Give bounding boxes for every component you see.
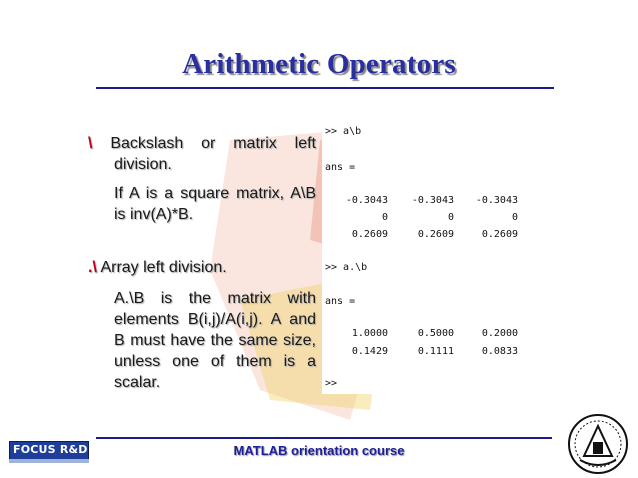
operator-backslash: \: [88, 135, 93, 152]
console-value: 0.1429: [351, 346, 388, 357]
console-value: 0: [381, 212, 388, 223]
console-value: 0.2609: [351, 229, 388, 240]
console-value: 0.2609: [481, 229, 518, 240]
console-value: 0.1111: [417, 346, 454, 357]
console-ans-label-1: ans =: [325, 162, 356, 173]
console-command-1: >> a\b: [325, 126, 362, 137]
console-value: 0.2609: [417, 229, 454, 240]
institute-emblem-icon: [566, 412, 630, 476]
focus-rd-logo-text: FOCUS R&D: [13, 443, 88, 456]
focus-rd-logo-tagline: [9, 459, 89, 463]
console-value: 1.0000: [351, 328, 388, 339]
bullet-dot-backslash-detail: A.\B is the matrix with elements B(i,j)/A(i,j). A and B must have the same size, unless one of them is a scalar.: [114, 290, 316, 391]
console-value: 0.5000: [417, 328, 454, 339]
console-value: 0.2000: [481, 328, 518, 339]
console-value: -0.3043: [475, 195, 518, 206]
console-value: 0: [447, 212, 454, 223]
console-value: -0.3043: [345, 195, 388, 206]
bullet-backslash-text: Backslash or matrix left division.: [92, 135, 316, 173]
footer-divider: [96, 437, 552, 439]
operator-dot-backslash: .\: [88, 259, 97, 276]
focus-rd-logo: [9, 441, 89, 460]
bullet-backslash: [88, 133, 316, 175]
console-value: 0: [511, 212, 518, 223]
slide-footer: MATLAB orientation course: [233, 443, 405, 458]
console-value: -0.3043: [411, 195, 454, 206]
console-value: 0.0833: [481, 346, 518, 357]
bullet-list: [88, 133, 316, 393]
console-ans-label-2: ans =: [325, 296, 356, 307]
matlab-console-output: [322, 122, 526, 394]
bullet-dot-backslash-text: Array left division.: [96, 259, 227, 276]
console-command-2: >> a.\b: [325, 262, 368, 273]
title-divider: [96, 87, 554, 89]
bullet-dot-backslash: [88, 257, 316, 278]
slide-title: Arithmetic Operators: [182, 48, 456, 80]
bullet-backslash-detail: If A is a square matrix, A\B is inv(A)*B.: [114, 185, 316, 223]
console-prompt: >>: [325, 378, 338, 389]
